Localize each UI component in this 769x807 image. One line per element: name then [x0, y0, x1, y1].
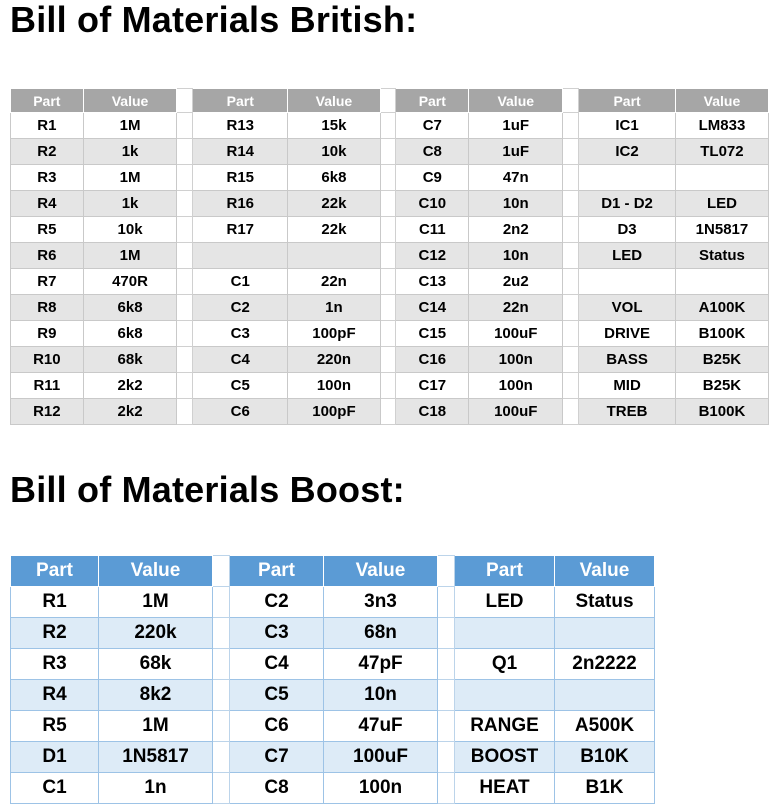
british-part-cell: R1 [11, 113, 84, 139]
british-table-row [11, 399, 769, 425]
british-part-cell: R13 [193, 113, 288, 139]
british-part-cell [579, 165, 676, 191]
british-header-part: Part [579, 89, 676, 113]
boost-part-cell: R2 [11, 618, 99, 649]
boost-column-gap [213, 711, 230, 742]
british-part-cell: C6 [193, 399, 288, 425]
british-value-cell: 1M [83, 243, 177, 269]
british-value-cell: 47n [469, 165, 563, 191]
british-column-gap [380, 89, 396, 113]
boost-value-cell: 1M [99, 711, 213, 742]
british-column-gap [380, 165, 396, 191]
boost-part-cell: C6 [230, 711, 324, 742]
british-value-cell: B25K [675, 347, 768, 373]
boost-part-cell: Q1 [455, 649, 555, 680]
british-column-gap [177, 321, 193, 347]
boost-header-part: Part [11, 556, 99, 587]
british-value-cell: 100pF [288, 321, 380, 347]
british-column-gap [563, 321, 579, 347]
british-part-cell: C16 [396, 347, 469, 373]
british-column-gap [563, 399, 579, 425]
boost-part-cell: R4 [11, 680, 99, 711]
british-table-row [11, 295, 769, 321]
british-part-cell [193, 243, 288, 269]
british-value-cell: 6k8 [288, 165, 380, 191]
boost-table-row [11, 742, 655, 773]
boost-part-cell [455, 618, 555, 649]
boost-column-gap [213, 742, 230, 773]
british-header-value: Value [675, 89, 768, 113]
british-value-cell: LED [675, 191, 768, 217]
british-table-row [11, 373, 769, 399]
british-column-gap [563, 139, 579, 165]
british-part-cell: R14 [193, 139, 288, 165]
british-table-row [11, 269, 769, 295]
british-value-cell: A100K [675, 295, 768, 321]
british-value-cell: 100pF [288, 399, 380, 425]
british-column-gap [380, 347, 396, 373]
boost-value-cell: 47uF [324, 711, 438, 742]
british-part-cell: C13 [396, 269, 469, 295]
british-part-cell: IC2 [579, 139, 676, 165]
british-value-cell: 1uF [469, 113, 563, 139]
british-table-row [11, 347, 769, 373]
british-column-gap [563, 165, 579, 191]
boost-part-cell: R1 [11, 587, 99, 618]
british-part-cell: R17 [193, 217, 288, 243]
boost-value-cell: 1M [99, 587, 213, 618]
boost-bom-table [10, 555, 655, 804]
boost-table-row [11, 618, 655, 649]
british-column-gap [563, 113, 579, 139]
british-part-cell: VOL [579, 295, 676, 321]
british-value-cell [675, 269, 768, 295]
british-part-cell: D1 - D2 [579, 191, 676, 217]
boost-value-cell: 68k [99, 649, 213, 680]
british-value-cell: 220n [288, 347, 380, 373]
british-table-row [11, 165, 769, 191]
british-column-gap [177, 269, 193, 295]
british-table-row [11, 217, 769, 243]
british-part-cell: C7 [396, 113, 469, 139]
boost-value-cell: 100n [324, 773, 438, 804]
british-part-cell: R5 [11, 217, 84, 243]
british-part-cell: C1 [193, 269, 288, 295]
british-value-cell: TL072 [675, 139, 768, 165]
boost-value-cell: 100uF [324, 742, 438, 773]
british-bom-table [10, 88, 769, 425]
british-column-gap [380, 321, 396, 347]
british-column-gap [563, 373, 579, 399]
british-value-cell: B100K [675, 399, 768, 425]
british-value-cell: 1k [83, 191, 177, 217]
british-value-cell: 100n [288, 373, 380, 399]
boost-column-gap [438, 711, 455, 742]
british-part-cell: C17 [396, 373, 469, 399]
british-part-cell: MID [579, 373, 676, 399]
boost-column-gap [438, 556, 455, 587]
british-part-cell: C18 [396, 399, 469, 425]
british-part-cell: C4 [193, 347, 288, 373]
british-column-gap [177, 139, 193, 165]
british-header-part: Part [193, 89, 288, 113]
british-column-gap [380, 139, 396, 165]
british-value-cell: 22k [288, 191, 380, 217]
british-value-cell: 22n [288, 269, 380, 295]
british-column-gap [177, 89, 193, 113]
british-column-gap [380, 217, 396, 243]
british-header-value: Value [469, 89, 563, 113]
british-part-cell: D3 [579, 217, 676, 243]
british-value-cell: B25K [675, 373, 768, 399]
british-column-gap [563, 295, 579, 321]
british-column-gap [380, 191, 396, 217]
boost-column-gap [438, 742, 455, 773]
british-column-gap [177, 347, 193, 373]
boost-column-gap [438, 587, 455, 618]
boost-part-cell: D1 [11, 742, 99, 773]
british-column-gap [380, 269, 396, 295]
boost-value-cell [555, 618, 655, 649]
british-value-cell: Status [675, 243, 768, 269]
british-part-cell: R15 [193, 165, 288, 191]
boost-column-gap [213, 618, 230, 649]
british-column-gap [177, 191, 193, 217]
british-value-cell: 2k2 [83, 399, 177, 425]
british-value-cell: 100uF [469, 399, 563, 425]
boost-table-row [11, 773, 655, 804]
british-value-cell: 100uF [469, 321, 563, 347]
british-part-cell: C11 [396, 217, 469, 243]
british-value-cell: 22n [469, 295, 563, 321]
boost-value-cell: 47pF [324, 649, 438, 680]
british-column-gap [380, 373, 396, 399]
british-value-cell: 68k [83, 347, 177, 373]
british-part-cell: R10 [11, 347, 84, 373]
boost-part-cell: C7 [230, 742, 324, 773]
boost-table-row [11, 587, 655, 618]
boost-value-cell: 1n [99, 773, 213, 804]
british-column-gap [563, 243, 579, 269]
british-part-cell: TREB [579, 399, 676, 425]
boost-value-cell: 2n2222 [555, 649, 655, 680]
british-header-part: Part [11, 89, 84, 113]
boost-column-gap [438, 618, 455, 649]
boost-table-row [11, 711, 655, 742]
british-column-gap [563, 89, 579, 113]
british-part-cell: R7 [11, 269, 84, 295]
boost-part-cell: R5 [11, 711, 99, 742]
british-part-cell: R4 [11, 191, 84, 217]
british-value-cell: LM833 [675, 113, 768, 139]
boost-header-value: Value [324, 556, 438, 587]
british-column-gap [563, 217, 579, 243]
british-part-cell: R6 [11, 243, 84, 269]
boost-value-cell: 3n3 [324, 587, 438, 618]
british-table-row [11, 321, 769, 347]
british-part-cell: R8 [11, 295, 84, 321]
british-part-cell: R12 [11, 399, 84, 425]
british-part-cell: R9 [11, 321, 84, 347]
british-value-cell: 10k [83, 217, 177, 243]
boost-part-cell [455, 680, 555, 711]
british-header-part: Part [396, 89, 469, 113]
british-part-cell: R3 [11, 165, 84, 191]
boost-column-gap [213, 556, 230, 587]
british-column-gap [177, 217, 193, 243]
british-value-cell: 10k [288, 139, 380, 165]
boost-header-part: Part [230, 556, 324, 587]
british-column-gap [177, 295, 193, 321]
british-table-row [11, 139, 769, 165]
british-part-cell: R2 [11, 139, 84, 165]
british-column-gap [380, 243, 396, 269]
british-part-cell: R11 [11, 373, 84, 399]
british-column-gap [563, 269, 579, 295]
boost-value-cell: A500K [555, 711, 655, 742]
british-part-cell: C12 [396, 243, 469, 269]
british-part-cell: BASS [579, 347, 676, 373]
boost-value-cell: B10K [555, 742, 655, 773]
british-part-cell: C15 [396, 321, 469, 347]
british-part-cell: C3 [193, 321, 288, 347]
british-column-gap [380, 399, 396, 425]
boost-value-cell: 68n [324, 618, 438, 649]
british-header-value: Value [83, 89, 177, 113]
british-column-gap [380, 295, 396, 321]
british-value-cell: 100n [469, 373, 563, 399]
british-column-gap [177, 113, 193, 139]
british-value-cell [675, 165, 768, 191]
british-value-cell: 1N5817 [675, 217, 768, 243]
british-column-gap [563, 347, 579, 373]
british-value-cell: 10n [469, 243, 563, 269]
british-table-row [11, 243, 769, 269]
boost-value-cell: 220k [99, 618, 213, 649]
boost-column-gap [213, 773, 230, 804]
british-part-cell: C8 [396, 139, 469, 165]
boost-value-cell: Status [555, 587, 655, 618]
british-value-cell: 2u2 [469, 269, 563, 295]
british-header-value: Value [288, 89, 380, 113]
british-value-cell: 10n [469, 191, 563, 217]
british-column-gap [177, 243, 193, 269]
british-value-cell: 1uF [469, 139, 563, 165]
british-value-cell [288, 243, 380, 269]
boost-column-gap [438, 773, 455, 804]
british-value-cell: 100n [469, 347, 563, 373]
british-value-cell: 2k2 [83, 373, 177, 399]
boost-header-row [11, 556, 655, 587]
british-part-cell: IC1 [579, 113, 676, 139]
boost-table-row [11, 649, 655, 680]
boost-table-row [11, 680, 655, 711]
boost-part-cell: BOOST [455, 742, 555, 773]
boost-part-cell: RANGE [455, 711, 555, 742]
british-value-cell: 6k8 [83, 295, 177, 321]
british-value-cell: 6k8 [83, 321, 177, 347]
boost-value-cell: 10n [324, 680, 438, 711]
boost-column-gap [213, 587, 230, 618]
boost-part-cell: C3 [230, 618, 324, 649]
british-table-row [11, 191, 769, 217]
boost-value-cell: 1N5817 [99, 742, 213, 773]
british-value-cell: B100K [675, 321, 768, 347]
british-part-cell: C5 [193, 373, 288, 399]
british-value-cell: 2n2 [469, 217, 563, 243]
boost-part-cell: HEAT [455, 773, 555, 804]
british-column-gap [563, 191, 579, 217]
british-part-cell: DRIVE [579, 321, 676, 347]
boost-value-cell: B1K [555, 773, 655, 804]
british-column-gap [177, 373, 193, 399]
british-column-gap [380, 113, 396, 139]
british-value-cell: 15k [288, 113, 380, 139]
boost-column-gap [213, 680, 230, 711]
british-column-gap [177, 165, 193, 191]
british-column-gap [177, 399, 193, 425]
boost-header-value: Value [555, 556, 655, 587]
british-part-cell: C2 [193, 295, 288, 321]
british-part-cell: C14 [396, 295, 469, 321]
british-bom-title: Bill of Materials British: [10, 0, 418, 40]
british-part-cell: C9 [396, 165, 469, 191]
boost-part-cell: R3 [11, 649, 99, 680]
boost-part-cell: LED [455, 587, 555, 618]
british-value-cell: 1M [83, 113, 177, 139]
british-value-cell: 1M [83, 165, 177, 191]
british-table-row [11, 113, 769, 139]
boost-part-cell: C4 [230, 649, 324, 680]
british-header-row [11, 89, 769, 113]
british-part-cell: LED [579, 243, 676, 269]
british-part-cell: C10 [396, 191, 469, 217]
british-value-cell: 1k [83, 139, 177, 165]
british-value-cell: 22k [288, 217, 380, 243]
boost-column-gap [438, 649, 455, 680]
boost-bom-title: Bill of Materials Boost: [10, 469, 405, 510]
boost-column-gap [438, 680, 455, 711]
british-value-cell: 1n [288, 295, 380, 321]
boost-part-cell: C1 [11, 773, 99, 804]
boost-part-cell: C8 [230, 773, 324, 804]
boost-part-cell: C2 [230, 587, 324, 618]
boost-header-value: Value [99, 556, 213, 587]
boost-value-cell: 8k2 [99, 680, 213, 711]
boost-header-part: Part [455, 556, 555, 587]
boost-part-cell: C5 [230, 680, 324, 711]
boost-value-cell [555, 680, 655, 711]
british-part-cell [579, 269, 676, 295]
boost-column-gap [213, 649, 230, 680]
british-part-cell: R16 [193, 191, 288, 217]
british-value-cell: 470R [83, 269, 177, 295]
